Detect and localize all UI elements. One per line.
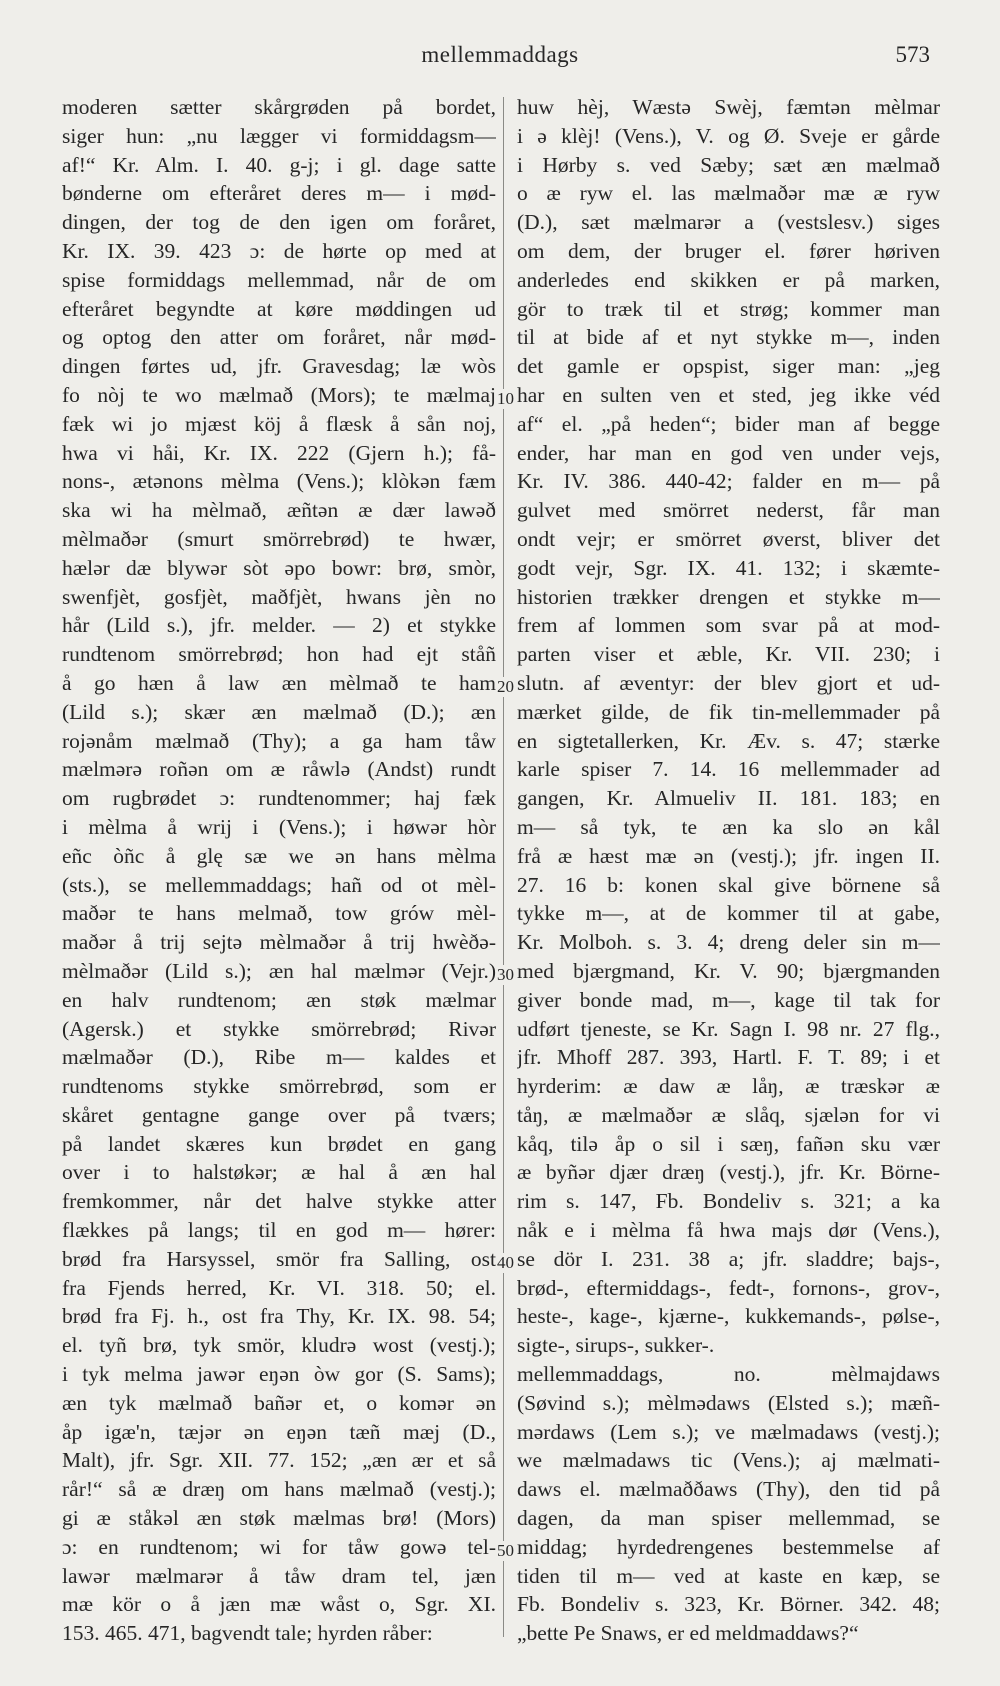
page-header — [0, 38, 1000, 72]
text-line: hælər dæ blywər sòt əpo bowr: brø, smòr, — [62, 555, 496, 580]
text-line: udført tjeneste, se Kr. Sagn I. 98 nr. 27 flg., — [517, 1016, 940, 1041]
text-line: el. tyñ brø, tyk smör, kludrə wost (vestj.); — [62, 1333, 496, 1358]
text-line: rundtenom smörrebrød; hon had ejt ståñ — [62, 642, 496, 667]
text-line: mellemmaddags, no. mèlmajdaws — [517, 1362, 940, 1387]
text-line: af“ el. „på heden“; bider man af begge — [517, 411, 940, 436]
text-line: i ə klèj! (Vens.), V. og Ø. Sveje er gårde — [517, 123, 940, 148]
text-line: o æ ryw el. las mælmaðər mæ æ ryw — [517, 181, 940, 206]
text-line: swenfjèt, gosfjèt, maðfjèt, hwans jèn no — [62, 584, 496, 609]
text-line: dingen, der tog de den igen om foråret, — [62, 210, 496, 235]
text-line: giver bonde mad, m—, kage til tak for — [517, 987, 940, 1012]
text-line: å go hæn å law æn mèlmað te ham — [62, 670, 496, 695]
text-line: historien trækker drengen et stykke m— — [517, 584, 940, 609]
text-line: æ byñər djær dræŋ (vestj.), jfr. Kr. Börne- — [517, 1160, 940, 1185]
text-line: frem af lommen som svar på at mod- — [517, 613, 940, 638]
text-line: siger hun: „nu lægger vi formiddagsm— — [62, 123, 496, 148]
text-line: brød fra Fj. h., ost fra Thy, Kr. IX. 98. 54; — [62, 1304, 496, 1329]
text-line: kåq, tilə åp o sil i sæŋ, fañən sku vær — [517, 1131, 940, 1156]
text-line: 153. 465. 471, bagvendt tale; hyrden råber: — [62, 1621, 433, 1646]
text-line: Fb. Bondeliv s. 323, Kr. Börner. 342. 48; — [517, 1592, 940, 1617]
text-line: mærket gilde, de fik tin-mellemmader på — [517, 699, 940, 724]
text-line: brød fra Harsyssel, smör fra Salling, ost — [62, 1246, 496, 1271]
text-line: fra Fjends herred, Kr. VI. 318. 50; el. — [62, 1275, 496, 1300]
text-line: en sigtetallerken, Kr. Æv. s. 47; stærke — [517, 728, 940, 753]
text-line: „bette Pe Snaws, er ed meldmaddaws?“ — [517, 1621, 859, 1646]
line-number-20: 20 — [497, 677, 514, 696]
text-line: over i to halstøkər; æ hal å æn hal — [62, 1160, 496, 1185]
text-line: Kr. IX. 39. 423 ɔ: de hørte op med at — [62, 238, 496, 263]
text-line: heste-, kage-, kjærne-, kukkemands-, pølse-, — [517, 1304, 940, 1329]
text-line: daws el. mælmaððaws (Thy), den tid på — [517, 1477, 940, 1502]
text-line: det gamle er opspist, siger man: „jeg — [517, 354, 940, 379]
text-line: med bjærgmand, Kr. V. 90; bjærgmanden — [517, 958, 940, 983]
text-line: rojənåm mælmað (Thy); a ga ham tåw — [62, 728, 496, 753]
text-line: en halv rundtenom; æn støk mælmar — [62, 987, 496, 1012]
text-line: frå æ hæst mæ ən (vestj.); jfr. ingen II. — [517, 843, 940, 868]
text-line: (sts.), se mellemmaddags; hañ od ot mèl- — [62, 872, 496, 897]
text-line: nons-, ætənons mèlma (Vens.); klòkən fæm — [62, 469, 496, 494]
line-number-10: 10 — [497, 389, 514, 408]
text-line: 27. 16 b: konen skal give börnene så — [517, 872, 940, 897]
text-line: og optog den atter om foråret, når mød- — [62, 325, 496, 350]
text-line: maðər te hans melmað, tow grów mèl- — [62, 901, 496, 926]
text-line: åp igæ'n, tæjər ən eŋən tæñ mæj (D., — [62, 1419, 496, 1444]
text-line: Malt), jfr. Sgr. XII. 77. 152; „æn ær et så — [62, 1448, 496, 1473]
text-line: om dem, der bruger el. fører høriven — [517, 238, 940, 263]
text-line: middag; hyrdedrengenes bestemmelse af — [517, 1534, 940, 1559]
running-head: mellemmaddags — [421, 42, 579, 67]
line-number-40: 40 — [497, 1253, 514, 1272]
text-line: mèlmaðər (Lild s.); æn hal mælmər (Vejr.) — [62, 958, 496, 983]
text-line: ender, har man en god ven under vejs, — [517, 440, 940, 465]
text-line: m— så tyk, te æn ka slo ən kål — [517, 814, 940, 839]
text-line: skåret gentagne gange over på tværs; — [62, 1102, 496, 1127]
text-line: ɔ: en rundtenom; wi for tåw gowə tel- — [62, 1534, 496, 1559]
text-line: rim s. 147, Fb. Bondeliv s. 321; a ka — [517, 1189, 940, 1214]
text-line: i mèlma å wrij i (Vens.); i høwər hòr — [62, 814, 496, 839]
text-line: mèlmaðər (smurt smörrebrød) te hwær, — [62, 526, 496, 551]
text-line: flækkes på langs; til en god m— hører: — [62, 1218, 496, 1243]
left-column — [62, 93, 496, 1648]
text-line: parten viser et æble, Kr. VII. 230; i — [517, 642, 940, 667]
text-line: anderledes end skikken er på marken, — [517, 267, 940, 292]
right-column — [517, 93, 940, 1648]
text-line: rår!“ så æ dræŋ om hans mælmað (vestj.); — [62, 1477, 496, 1502]
text-line: tiden til m— ved at kaste en kæp, se — [517, 1563, 940, 1588]
text-line: ska wi ha mèlmað, æñtən æ dær lawəð — [62, 498, 496, 523]
text-line: ondt vejr; er smörret øverst, bliver det — [517, 526, 940, 551]
page-number: 573 — [895, 42, 930, 67]
text-line: i Hørby s. ved Sæby; sæt æn mælmað — [517, 152, 940, 177]
text-line: mælmərə roñən om æ råwlə (Andst) rundt — [62, 757, 496, 782]
text-line: dingen førtes ud, jfr. Gravesdag; læ wòs — [62, 354, 496, 379]
text-line: fremkommer, når det halve stykke atter — [62, 1189, 496, 1214]
text-line: hwa vi håi, Kr. IX. 222 (Gjern h.); få- — [62, 440, 496, 465]
text-line: sigte-, sirups-, sukker-. — [517, 1333, 715, 1358]
text-line: af!“ Kr. Alm. I. 40. g-j; i gl. dage satte — [62, 152, 496, 177]
text-line: gi æ ståkəl æn støk mælmas brø! (Mors) — [62, 1506, 496, 1531]
text-line: dagen, da man spiser mellemmad, se — [517, 1506, 940, 1531]
text-line: bønderne om efteråret deres m— i mød- — [62, 181, 496, 206]
text-line: maðər å trij sejtə mèlmaðər å trij hwèðə- — [62, 930, 496, 955]
text-line: rundtenoms stykke smörrebrød, som er — [62, 1074, 496, 1099]
text-line: moderen sætter skårgrøden på bordet, — [62, 95, 496, 119]
text-line: gör to træk til et strøg; kommer man — [517, 296, 940, 321]
text-line: fæk wi jo mjæst köj å flæsk å sån noj, — [62, 411, 496, 436]
text-line: hår (Lild s.), jfr. melder. — 2) et stykke — [62, 613, 496, 638]
text-line: Kr. IV. 386. 440-42; falder en m— på — [517, 469, 940, 494]
text-line: (Lild s.); skær æn mælmað (D.); æn — [62, 699, 496, 724]
text-line: hyrderim: æ daw æ låŋ, æ træskər æ — [517, 1074, 940, 1099]
text-line: nåk e i mèlma få hwa majs dør (Vens.), — [517, 1218, 940, 1243]
text-line: brød-, eftermiddags-, fedt-, fornons-, grov-, — [517, 1275, 940, 1300]
text-line: Kr. Molboh. s. 3. 4; dreng deler sin m— — [517, 930, 940, 955]
text-line: godt vejr, Sgr. IX. 41. 132; i skæmte- — [517, 555, 940, 580]
text-line: mərdaws (Lem s.); ve mælmadaws (vestj.); — [517, 1419, 940, 1444]
text-line: i tyk melma jawər eŋən òw gor (S. Sams); — [62, 1362, 496, 1387]
text-line: jfr. Mhoff 287. 393, Hartl. F. T. 89; i et — [517, 1045, 940, 1070]
text-line: we mælmadaws tic (Vens.); aj mælmati- — [517, 1448, 940, 1473]
text-line: huw hèj, Wæstə Swèj, fæmtən mèlmar — [517, 95, 940, 119]
line-number-30: 30 — [497, 965, 514, 984]
text-line: fo nòj te wo mælmað (Mors); te mælmaj — [62, 382, 496, 407]
text-line: mæ kör o å jæn mæ wåst o, Sgr. XI. — [62, 1592, 496, 1617]
text-line: (Agersk.) et stykke smörrebrød; Rivər — [62, 1016, 496, 1041]
text-line: slutn. af æventyr: der blev gjort et ud- — [517, 670, 940, 695]
line-number-50: 50 — [497, 1541, 514, 1560]
text-line: æn tyk mælmað bañər et, o komər ən — [62, 1390, 496, 1415]
text-line: har en sulten ven et sted, jeg ikke véd — [517, 382, 940, 407]
text-line: tåŋ, æ mælmaðər æ slåq, sjælən for vi — [517, 1102, 940, 1127]
text-line: efteråret begyndte at køre møddingen ud — [62, 296, 496, 321]
text-line: eñc òñc å glę sæ we ən hans mèlma — [62, 843, 496, 868]
text-line: (Søvind s.); mèlmədaws (Elsted s.); mæñ- — [517, 1390, 940, 1415]
text-line: gangen, Kr. Almueliv II. 181. 183; en — [517, 786, 940, 811]
text-line: på landet skæres kun brødet en gang — [62, 1131, 496, 1156]
text-line: tykke m—, at de kommer til at gabe, — [517, 901, 940, 926]
column-divider — [503, 97, 504, 1637]
text-line: lawər mælmarər å tåw dram tel, jæn — [62, 1563, 496, 1588]
text-line: om rugbrødet ɔ: rundtenommer; haj fæk — [62, 786, 496, 811]
text-line: til at bide af et nyt stykke m—, inden — [517, 325, 940, 350]
text-line: karle spiser 7. 14. 16 mellemmader ad — [517, 757, 940, 782]
text-line: mælmaðər (D.), Ribe m— kaldes et — [62, 1045, 496, 1070]
text-line: se dör I. 231. 38 a; jfr. sladdre; bajs-, — [517, 1246, 940, 1271]
text-line: gulvet med smörret nederst, får man — [517, 498, 940, 523]
text-line: spise formiddags mellemmad, når de om — [62, 267, 496, 292]
text-line: (D.), sæt mælmarər a (vestslesv.) siges — [517, 210, 940, 235]
